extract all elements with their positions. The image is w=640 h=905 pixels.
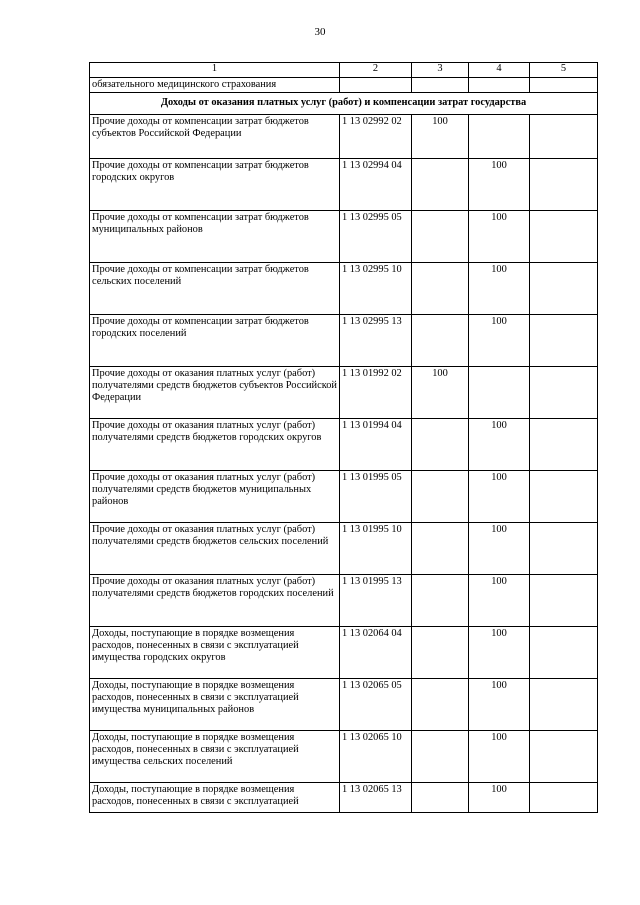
row-name: Доходы, поступающие в порядке возмещения расходов, понесенных в связи с эксплуатацией имущества городских округов xyxy=(90,626,340,678)
table-row xyxy=(90,210,598,262)
row-col-3 xyxy=(412,626,469,678)
row-code: 1 13 02995 13 xyxy=(340,314,412,366)
row-name: Прочие доходы от компенсации затрат бюджетов субъектов Российской Федерации xyxy=(90,114,340,158)
row-col-5 xyxy=(530,114,598,158)
table-row xyxy=(90,782,598,812)
row-col-3 xyxy=(412,522,469,574)
table-row xyxy=(90,314,598,366)
row-col-5 xyxy=(530,574,598,626)
row-col-3 xyxy=(412,210,469,262)
row-col-3 xyxy=(412,314,469,366)
row-name: Доходы, поступающие в порядке возмещения расходов, понесенных в связи с эксплуатацией xyxy=(90,782,340,812)
row-col-5 xyxy=(530,210,598,262)
table-header xyxy=(90,63,598,78)
row-col-4 xyxy=(469,114,530,158)
page-number: 30 xyxy=(314,26,326,38)
row-col-4: 100 xyxy=(469,210,530,262)
row-col-3 xyxy=(412,418,469,470)
table-row xyxy=(90,730,598,782)
row-col-3 xyxy=(412,678,469,730)
row-code: 1 13 02064 04 xyxy=(340,626,412,678)
row-col-5 xyxy=(530,314,598,366)
row-col-3: 100 xyxy=(412,114,469,158)
row-code: 1 13 01992 02 xyxy=(340,366,412,418)
table-row xyxy=(90,158,598,210)
row-col-4: 100 xyxy=(469,158,530,210)
table-row xyxy=(90,678,598,730)
row-col-5 xyxy=(530,470,598,522)
row-name: Прочие доходы от оказания платных услуг (работ) получателями средств бюджетов городских поселений xyxy=(90,574,340,626)
row-name: Прочие доходы от оказания платных услуг (работ) получателями средств бюджетов сельских поселений xyxy=(90,522,340,574)
row-col-3 xyxy=(412,730,469,782)
row-name: Прочие доходы от оказания платных услуг (работ) получателями средств бюджетов городских округов xyxy=(90,418,340,470)
table-row xyxy=(90,366,598,418)
row-code: 1 13 02065 10 xyxy=(340,730,412,782)
section-header-row xyxy=(90,93,598,114)
row-col-4: 100 xyxy=(469,678,530,730)
row-col-5 xyxy=(530,730,598,782)
row-col-4: 100 xyxy=(469,626,530,678)
row-code: 1 13 02065 05 xyxy=(340,678,412,730)
table-row xyxy=(90,626,598,678)
row-col-4: 100 xyxy=(469,522,530,574)
row-col-4 xyxy=(469,366,530,418)
header-col-5: 5 xyxy=(530,63,598,78)
row-name: Доходы, поступающие в порядке возмещения расходов, понесенных в связи с эксплуатацией имущества муниципальных районов xyxy=(90,678,340,730)
row-code: 1 13 02065 13 xyxy=(340,782,412,812)
row-code: 1 13 01995 10 xyxy=(340,522,412,574)
row-col-5 xyxy=(530,678,598,730)
row-code: 1 13 01995 05 xyxy=(340,470,412,522)
row-code: 1 13 01994 04 xyxy=(340,418,412,470)
table-row xyxy=(90,470,598,522)
row-code: 1 13 02995 10 xyxy=(340,262,412,314)
row-col-5 xyxy=(530,782,598,812)
row-name: обязательного медицинского страхования xyxy=(90,78,340,93)
header-col-2: 2 xyxy=(340,63,412,78)
row-col-5 xyxy=(530,626,598,678)
row-col-4: 100 xyxy=(469,470,530,522)
table-row xyxy=(90,522,598,574)
table-row xyxy=(90,262,598,314)
row-col-4 xyxy=(469,78,530,93)
row-col-4: 100 xyxy=(469,418,530,470)
row-col-3 xyxy=(412,470,469,522)
row-code: 1 13 02994 04 xyxy=(340,158,412,210)
row-code: 1 13 02995 05 xyxy=(340,210,412,262)
row-col-5 xyxy=(530,262,598,314)
header-col-3: 3 xyxy=(412,63,469,78)
row-name: Прочие доходы от оказания платных услуг (работ) получателями средств бюджетов муниципальных районов xyxy=(90,470,340,522)
row-name: Прочие доходы от компенсации затрат бюджетов сельских поселений xyxy=(90,262,340,314)
row-col-4: 100 xyxy=(469,730,530,782)
row-code xyxy=(340,78,412,93)
row-code: 1 13 01995 13 xyxy=(340,574,412,626)
table-row xyxy=(90,418,598,470)
row-col-3 xyxy=(412,574,469,626)
row-col-5 xyxy=(530,366,598,418)
section-title: Доходы от оказания платных услуг (работ) и компенсации затрат государства xyxy=(90,93,598,114)
row-col-4: 100 xyxy=(469,314,530,366)
row-name: Прочие доходы от компенсации затрат бюджетов городских округов xyxy=(90,158,340,210)
row-col-4: 100 xyxy=(469,262,530,314)
row-col-4: 100 xyxy=(469,574,530,626)
header-row xyxy=(90,63,598,78)
row-name: Прочие доходы от компенсации затрат бюджетов муниципальных районов xyxy=(90,210,340,262)
table-body xyxy=(90,78,598,813)
row-col-3 xyxy=(412,78,469,93)
row-col-3: 100 xyxy=(412,366,469,418)
row-name: Доходы, поступающие в порядке возмещения расходов, понесенных в связи с эксплуатацией имущества сельских поселений xyxy=(90,730,340,782)
row-col-4: 100 xyxy=(469,782,530,812)
row-name: Прочие доходы от оказания платных услуг (работ) получателями средств бюджетов субъектов Российской Федерации xyxy=(90,366,340,418)
continuation-row xyxy=(90,78,598,93)
row-col-3 xyxy=(412,262,469,314)
row-col-3 xyxy=(412,158,469,210)
table-row xyxy=(90,574,598,626)
row-col-5 xyxy=(530,522,598,574)
row-code: 1 13 02992 02 xyxy=(340,114,412,158)
row-col-5 xyxy=(530,418,598,470)
row-col-3 xyxy=(412,782,469,812)
table-row xyxy=(90,114,598,158)
header-col-4: 4 xyxy=(469,63,530,78)
row-col-5 xyxy=(530,78,598,93)
row-col-5 xyxy=(530,158,598,210)
revenue-table xyxy=(89,62,598,813)
row-name: Прочие доходы от компенсации затрат бюджетов городских поселений xyxy=(90,314,340,366)
header-col-1: 1 xyxy=(90,63,340,78)
